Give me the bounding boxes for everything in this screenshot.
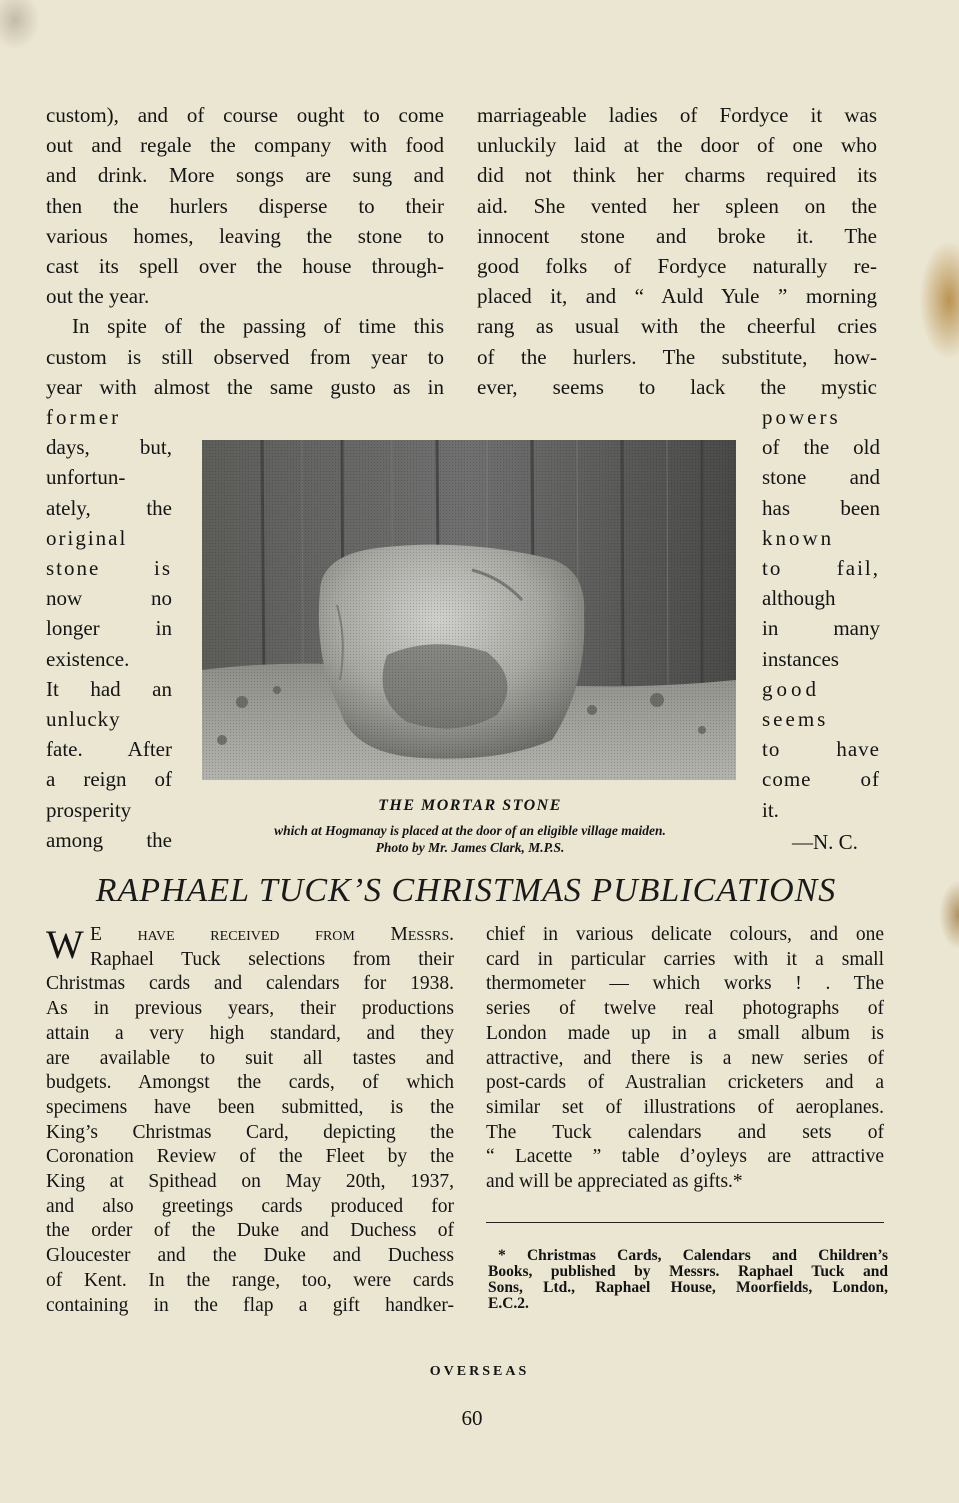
page-number: 60 [461,1406,483,1430]
footnote-line: Sons, Ltd., Raphael House, Moorfields, London, [488,1279,888,1296]
photo-caption-line1: which at Hogmanay is placed at the door of an eligible village maiden. [274,823,666,838]
text-line: did not think her charms required its [477,163,877,188]
text-line: stone and [762,465,880,490]
footnote-line: E.C.2. [488,1295,529,1312]
text-line: chief in various delicate colours, and one [486,924,884,945]
text-line: London made up in a small album is [486,1022,884,1044]
article1-left-column [46,100,444,402]
text-line: budgets. Amongst the cards, of which [46,1072,454,1094]
text-line: unluckily laid at the door of one who [477,133,877,158]
mortar-stone-photo [202,440,736,780]
text-line: it. [762,797,779,822]
text-line: rang as usual with the cheerful cries [477,314,877,339]
text-line: and drink. More songs are sung and [46,163,444,188]
text-line: aid. She vented her spleen on the [477,193,877,218]
paper-stain [939,880,959,950]
text-line: now no [46,586,172,611]
text-line: prosperity [46,797,132,822]
article1-narrow-left [46,402,172,855]
text-line: come of [762,767,880,792]
text-line: to have [762,737,880,762]
text-line: and also greetings cards produced for [46,1195,454,1217]
text-line: has been [762,495,880,520]
text-line: former [46,405,122,429]
article2-headline: RAPHAEL TUCK’S CHRISTMAS PUBLICATIONS [95,872,837,909]
text-line: Christmas cards and calendars for 1938. [46,973,454,995]
text-line: out and regale the company with food [46,133,444,158]
text-line: powers [762,405,841,429]
text-line: card in particular carries with it a small [486,948,884,970]
text-line: existence. [46,646,130,671]
text-line: post-cards of Australian cricketers and a [486,1072,884,1094]
text-line: containing in the flap a gift handker- [46,1294,454,1316]
article1-narrow-right [762,402,880,825]
text-line: longer in [46,616,172,641]
text-line: series of twelve real photographs of [486,998,884,1020]
text-line: custom), and of course ought to come [46,103,444,127]
photo-caption-title: THE MORTAR STONE [378,797,562,814]
article1-right-column [477,100,877,402]
text-line: are available to suit all tastes and [46,1047,454,1069]
text-line: custom is still observed from year to [46,344,444,369]
text-line: As in previous years, their productions [46,998,454,1020]
text-line: The Tuck calendars and sets of [486,1121,884,1143]
text-line: cast its spell over the house through- [46,254,444,279]
article2-left-column [46,923,454,1318]
text-line: of the old [762,435,880,460]
text-line: among the [46,827,172,852]
paper-stain [0,0,40,50]
photo-caption-line2: Photo by Mr. James Clark, M.P.S. [375,840,565,855]
text-line: then the hurlers disperse to their [46,193,444,218]
text-line: a reign of [46,767,172,792]
text-line: similar set of illustrations of aeroplanes. [486,1096,884,1118]
text-line: original [46,525,128,550]
text-line: “ Lacette ” table d’oyleys are attractive [486,1146,884,1168]
text-line: known [762,525,835,550]
paper-stain [919,240,959,360]
text-line: to fail, [762,556,880,581]
footnote [488,1248,888,1312]
author-signature: —N. C. [792,830,858,854]
drop-cap: W [46,922,84,967]
mortar-stone-illustration [202,440,736,780]
text-line: good [762,676,820,701]
text-line: specimens have been submitted, is the [46,1096,454,1118]
text-line: the order of the Duke and Duchess of [46,1220,454,1242]
text-line: stone is [46,556,172,581]
text-line: unfortun- [46,465,126,490]
text-line: in many [762,616,880,641]
text-line: out the year. [46,284,150,309]
text-line: days, but, [46,435,172,460]
text-line: Raphael Tuck selections from their [90,948,454,970]
text-line: various homes, leaving the stone to [46,223,444,248]
text-line: unlucky [46,707,121,732]
text-line: good folks of Fordyce naturally re- [477,254,877,279]
text-line: placed it, and “ Auld Yule ” morning [477,284,877,309]
footnote-line: * Christmas Cards, Calendars and Children’s [498,1247,888,1264]
text-line: King at Spithead on May 20th, 1937, [46,1171,454,1193]
text-line: although [762,586,836,611]
text-line: of Kent. In the range, too, were cards [46,1269,454,1291]
text-line: It had an [46,676,172,701]
text-line: seems [762,707,829,732]
text-line: attain a very high standard, and they [46,1022,454,1044]
magazine-name: OVERSEAS [429,1364,530,1379]
text-line: ately, the [46,495,172,520]
text-line: of the hurlers. The substitute, how- [477,344,877,369]
text-line: marriageable ladies of Fordyce it was [477,103,877,127]
text-line: and will be appreciated as gifts.* [486,1171,743,1193]
text-line: E have received from Messrs. [90,924,454,945]
text-line: In spite of the passing of time this [72,314,444,339]
article2-right-column [486,923,884,1195]
text-line: year with almost the same gusto as in [46,374,444,399]
footnote-divider [486,1222,884,1223]
text-line: innocent stone and broke it. The [477,223,877,248]
text-line: fate. After [46,737,172,762]
text-line: instances [762,646,839,671]
text-line: King’s Christmas Card, depicting the [46,1121,454,1143]
text-line: Coronation Review of the Fleet by the [46,1146,454,1168]
text-line: ever, seems to lack the mystic [477,374,877,399]
text-line: attractive, and there is a new series of [486,1047,884,1069]
footnote-line: Books, published by Messrs. Raphael Tuck and [488,1263,888,1280]
text-line: Gloucester and the Duke and Duchess [46,1245,454,1267]
text-line: thermometer — which works ! . The [486,973,884,995]
